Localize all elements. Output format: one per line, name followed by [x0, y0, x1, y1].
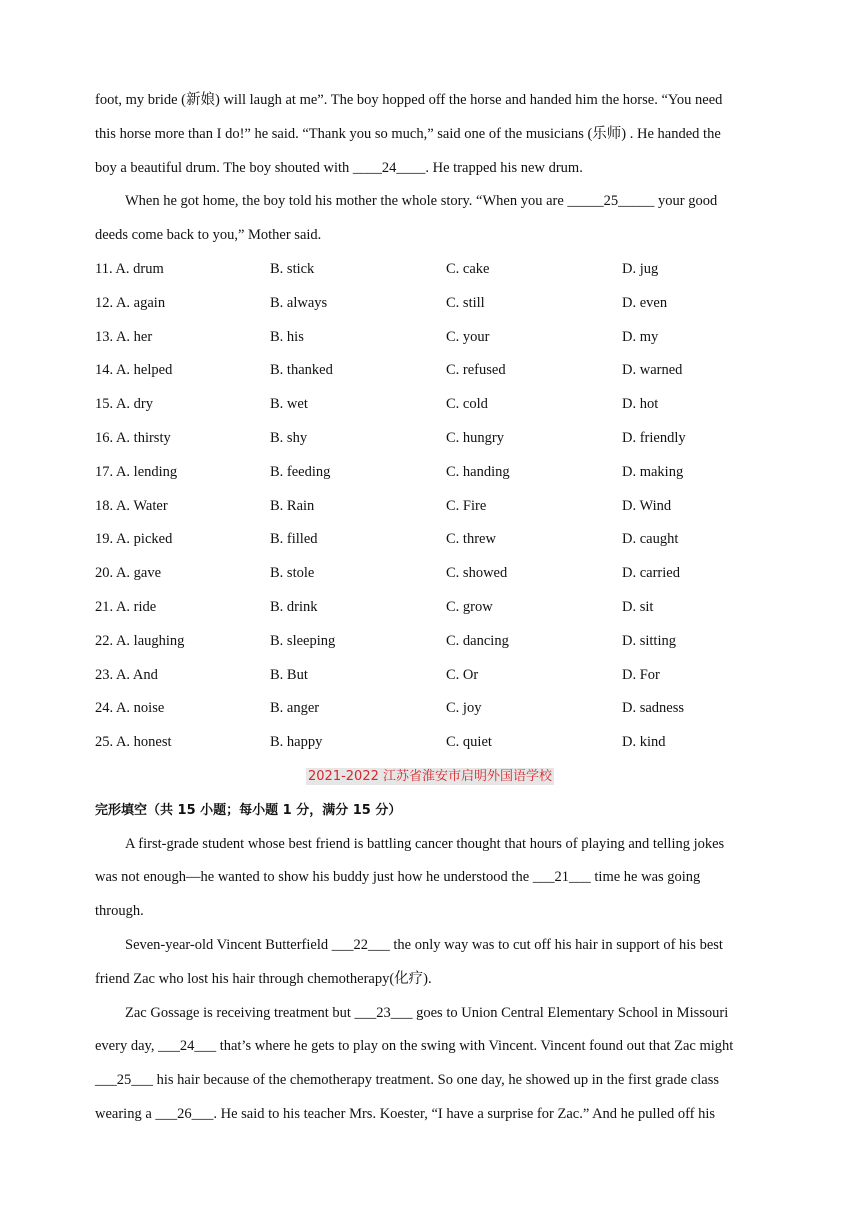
option-d: D. my — [622, 328, 659, 345]
option-a: 12. A. again — [95, 294, 166, 311]
option-row-20 — [95, 557, 765, 591]
option-b: B. But — [270, 666, 308, 683]
option-row-25 — [95, 726, 765, 760]
option-c: C. cold — [446, 396, 488, 413]
option-b: B. feeding — [270, 463, 331, 480]
option-a: 24. A. noise — [95, 700, 165, 717]
option-a: 23. A. And — [95, 666, 158, 683]
option-row-15 — [95, 388, 765, 422]
option-d: D. hot — [622, 396, 659, 413]
option-b: B. wet — [270, 396, 308, 413]
option-a: 11. A. drum — [95, 260, 164, 277]
option-d: D. sadness — [622, 700, 685, 717]
option-row-21 — [95, 591, 765, 625]
school-title: 2021-2022 江苏省淮安市启明外国语学校 — [308, 768, 552, 784]
option-d: D. sitting — [622, 632, 676, 649]
option-a: 25. A. honest — [95, 734, 172, 751]
option-b: B. stole — [270, 565, 315, 582]
passage-line: Zac Gossage is receiving treatment but ___23___ goes to Union Central Elementary School in Missouri — [125, 1004, 729, 1021]
option-a: 19. A. picked — [95, 531, 173, 548]
option-c: C. joy — [446, 700, 482, 717]
option-a: 18. A. Water — [95, 497, 168, 514]
passage-line: this horse more than I do!” he said. “Thank you so much,” said one of the musicians (乐师) . He handed the — [95, 125, 721, 142]
option-c: C. threw — [446, 531, 496, 548]
option-c: C. Or — [446, 666, 479, 683]
passage-line: was not enough—he wanted to show his buddy just how he understood the ___21___ time he was going — [95, 869, 701, 886]
option-b: B. happy — [270, 734, 323, 751]
option-a: 17. A. lending — [95, 463, 178, 480]
passage-line: through. — [95, 903, 144, 920]
passage-line: foot, my bride (新娘) will laugh at me”. The boy hopped off the horse and handed him the horse. “You need — [95, 92, 723, 108]
options-list — [95, 253, 765, 760]
option-b: B. filled — [270, 531, 318, 548]
option-b: B. stick — [270, 260, 315, 277]
passage-line: wearing a ___26___. He said to his teacher Mrs. Koester, “I have a surprise for Zac.” And he pulled off his — [95, 1105, 716, 1122]
option-c: C. grow — [446, 598, 493, 615]
option-c: C. refused — [446, 362, 506, 379]
option-row-18 — [95, 490, 765, 524]
option-c: C. Fire — [446, 497, 487, 514]
option-d: D. Wind — [622, 497, 672, 514]
passage-line: every day, ___24___ that’s where he gets to play on the swing with Vincent. Vincent found out that Zac might — [95, 1038, 734, 1055]
option-c: C. dancing — [446, 632, 509, 649]
option-d: D. warned — [622, 362, 683, 379]
option-b: B. drink — [270, 598, 318, 615]
option-row-19 — [95, 523, 765, 557]
passage-line: Seven-year-old Vincent Butterfield ___22___ the only way was to cut off his hair in support of his best — [125, 936, 723, 953]
option-d: D. friendly — [622, 429, 686, 446]
option-c: C. quiet — [446, 734, 492, 751]
option-c: C. showed — [446, 565, 508, 582]
passage-line: friend Zac who lost his hair through chemotherapy(化疗). — [95, 970, 432, 987]
passage-line: boy a beautiful drum. The boy shouted with ____24____. He trapped his new drum. — [95, 159, 583, 176]
option-a: 16. A. thirsty — [95, 429, 171, 446]
option-d: D. even — [622, 294, 668, 311]
option-c: C. handing — [446, 463, 510, 480]
option-d: D. making — [622, 463, 684, 480]
passage-line: deeds come back to you,” Mother said. — [95, 227, 322, 244]
option-row-24 — [95, 692, 765, 726]
option-row-17 — [95, 456, 765, 490]
option-d: D. jug — [622, 260, 659, 277]
section-heading: 完形填空（共 15 小题；每小题 1 分，满分 15 分） — [95, 802, 402, 818]
passage-line: When he got home, the boy told his mother the whole story. “When you are _____25_____ your good — [125, 193, 718, 210]
option-b: B. sleeping — [270, 632, 336, 649]
option-c: C. still — [446, 294, 485, 311]
option-a: 15. A. dry — [95, 396, 153, 413]
passage-top — [95, 84, 765, 253]
passage-line: A first-grade student whose best friend is battling cancer thought that hours of playing and telling jokes — [125, 835, 725, 852]
option-a: 13. A. her — [95, 328, 153, 345]
passage-bottom — [95, 828, 765, 1132]
option-a: 21. A. ride — [95, 598, 157, 615]
option-d: D. carried — [622, 565, 680, 582]
option-a: 22. A. laughing — [95, 632, 185, 649]
option-b: B. his — [270, 328, 304, 345]
option-row-12 — [95, 287, 765, 321]
option-d: D. For — [622, 666, 660, 683]
option-d: D. caught — [622, 531, 679, 548]
passage-line: ___25___ his hair because of the chemotherapy treatment. So one day, he showed up in the first grade class — [95, 1072, 719, 1089]
option-b: B. thanked — [270, 362, 333, 379]
option-row-16 — [95, 422, 765, 456]
option-row-23 — [95, 659, 765, 693]
option-c: C. hungry — [446, 429, 504, 446]
option-b: B. anger — [270, 700, 320, 717]
option-b: B. Rain — [270, 497, 315, 514]
option-d: D. kind — [622, 734, 666, 751]
option-b: B. shy — [270, 429, 308, 446]
option-a: 14. A. helped — [95, 362, 173, 379]
page-content — [95, 84, 765, 1132]
option-c: C. your — [446, 328, 490, 345]
option-row-14 — [95, 354, 765, 388]
option-b: B. always — [270, 294, 328, 311]
school-title-row — [95, 760, 765, 794]
option-c: C. cake — [446, 260, 490, 277]
option-row-13 — [95, 321, 765, 355]
option-row-22 — [95, 625, 765, 659]
option-d: D. sit — [622, 598, 654, 615]
option-a: 20. A. gave — [95, 565, 162, 582]
option-row-11 — [95, 253, 765, 287]
